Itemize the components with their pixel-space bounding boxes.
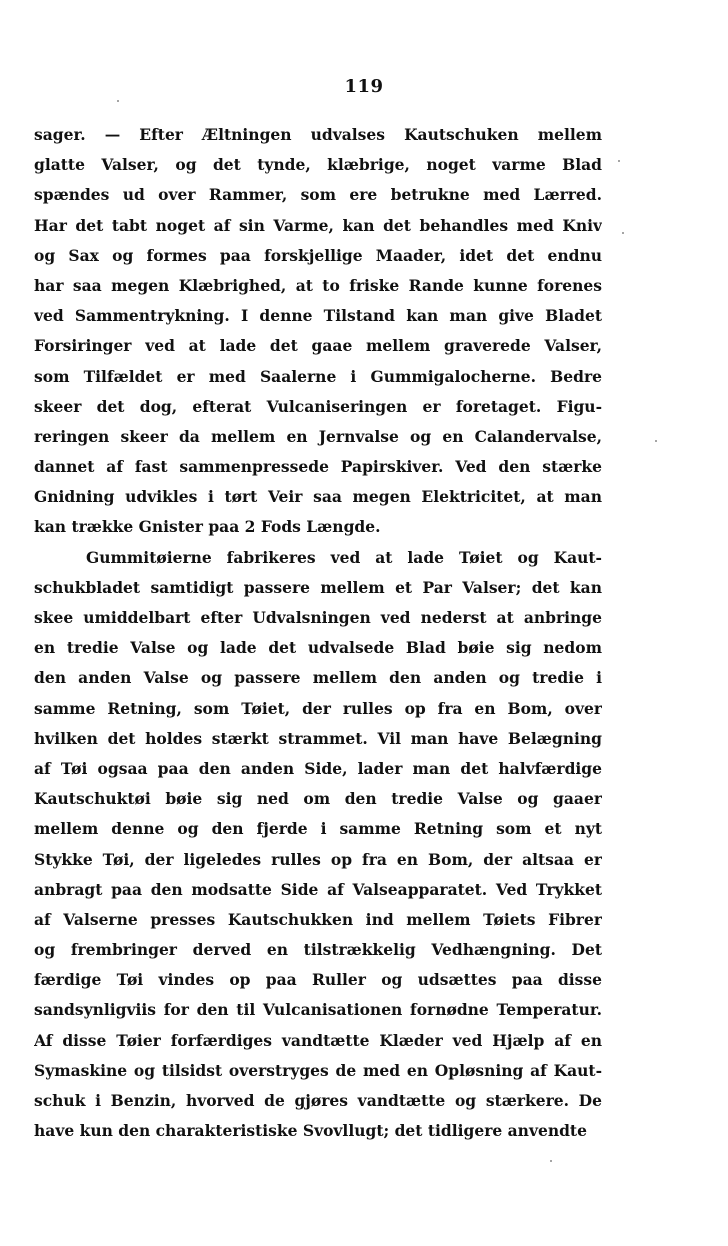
- text-line: spændes ud over Rammer, som ere betrukne med Lærred.: [34, 185, 602, 205]
- text-line: schukbladet samtidigt passere mellem et Par Valser; det kan: [34, 577, 602, 597]
- text-line: Gnidning udvikles i tørt Veir saa megen Elektricitet, at man: [34, 487, 602, 507]
- paper-speck: [117, 100, 119, 102]
- text-line: Symaskine og tilsidst overstryges de med en Opløsning af Kaut-: [34, 1060, 602, 1080]
- text-line: samme Retning, som Tøiet, der rulles op fra en Bom, over: [34, 698, 602, 718]
- text-line: reringen skeer da mellem en Jernvalse og en Calandervalse,: [34, 426, 602, 446]
- text-line: have kun den charakteristiske Svovllugt; det tidligere anvendte: [34, 1121, 587, 1141]
- text-line: af Tøi ogsaa paa den anden Side, lader man det halvfærdige: [34, 758, 602, 778]
- text-line: færdige Tøi vindes op paa Ruller og udsættes paa disse: [34, 970, 602, 990]
- text-line: skeer det dog, efterat Vulcaniseringen er foretaget. Figu-: [34, 396, 602, 416]
- text-line: ved Sammentrykning. I denne Tilstand kan man give Bladet: [34, 306, 602, 326]
- paper-speck: [550, 1160, 552, 1162]
- text-line: Stykke Tøi, der ligeledes rulles op fra en Bom, der altsaa er: [34, 849, 602, 869]
- text-line: som Tilfældet er med Saalerne i Gummigalocherne. Bedre: [34, 366, 602, 386]
- text-line: anbragt paa den modsatte Side af Valseapparatet. Ved Trykket: [34, 879, 602, 899]
- text-line: og Sax og formes paa forskjellige Maader, idet det endnu: [34, 245, 602, 265]
- text-line: Gummitøierne fabrikeres ved at lade Tøiet og Kaut-: [86, 547, 602, 567]
- text-line: hvilken det holdes stærkt strammet. Vil man have Belægning: [34, 728, 602, 748]
- text-line: har saa megen Klæbrighed, at to friske Rande kunne forenes: [34, 275, 602, 295]
- text-line: dannet af fast sammenpressede Papirskiver. Ved den stærke: [34, 457, 602, 477]
- text-line: Af disse Tøier forfærdiges vandtætte Klæder ved Hjælp af en: [34, 1030, 602, 1050]
- text-line: kan trække Gnister paa 2 Fods Længde.: [34, 517, 381, 537]
- text-line: den anden Valse og passere mellem den anden og tredie i: [34, 668, 602, 688]
- text-line: sager. — Efter Æltningen udvalses Kautschuken mellem: [34, 125, 602, 144]
- paper-speck: [622, 232, 624, 234]
- paper-speck: [618, 160, 620, 162]
- text-line: mellem denne og den fjerde i samme Retning som et nyt: [34, 819, 602, 839]
- text-line: sandsynligviis for den til Vulcanisationen fornødne Temperatur.: [34, 1000, 602, 1020]
- paragraph: [34, 543, 602, 1147]
- page-number: 119: [344, 76, 384, 97]
- body-text: [34, 120, 602, 1146]
- text-line: Har det tabt noget af sin Varme, kan det behandles med Kniv: [34, 215, 602, 235]
- text-line: en tredie Valse og lade det udvalsede Blad bøie sig nedom: [34, 638, 602, 658]
- text-line: schuk i Benzin, hvorved de gjøres vandtætte og stærkere. De: [34, 1091, 602, 1110]
- paper-speck: [655, 440, 657, 442]
- text-line: skee umiddelbart efter Udvalsningen ved nederst at anbringe: [34, 608, 602, 627]
- paragraph: [34, 120, 602, 543]
- text-line: glatte Valser, og det tynde, klæbrige, noget varme Blad: [34, 155, 602, 175]
- text-line: Kautschuktøi bøie sig ned om den tredie Valse og gaaer: [34, 789, 602, 809]
- text-line: af Valserne presses Kautschukken ind mellem Tøiets Fibrer: [34, 909, 602, 929]
- text-line: Forsiringer ved at lade det gaae mellem graverede Valser,: [34, 336, 602, 356]
- text-line: og frembringer derved en tilstrækkelig Vedhængning. Det: [34, 940, 602, 960]
